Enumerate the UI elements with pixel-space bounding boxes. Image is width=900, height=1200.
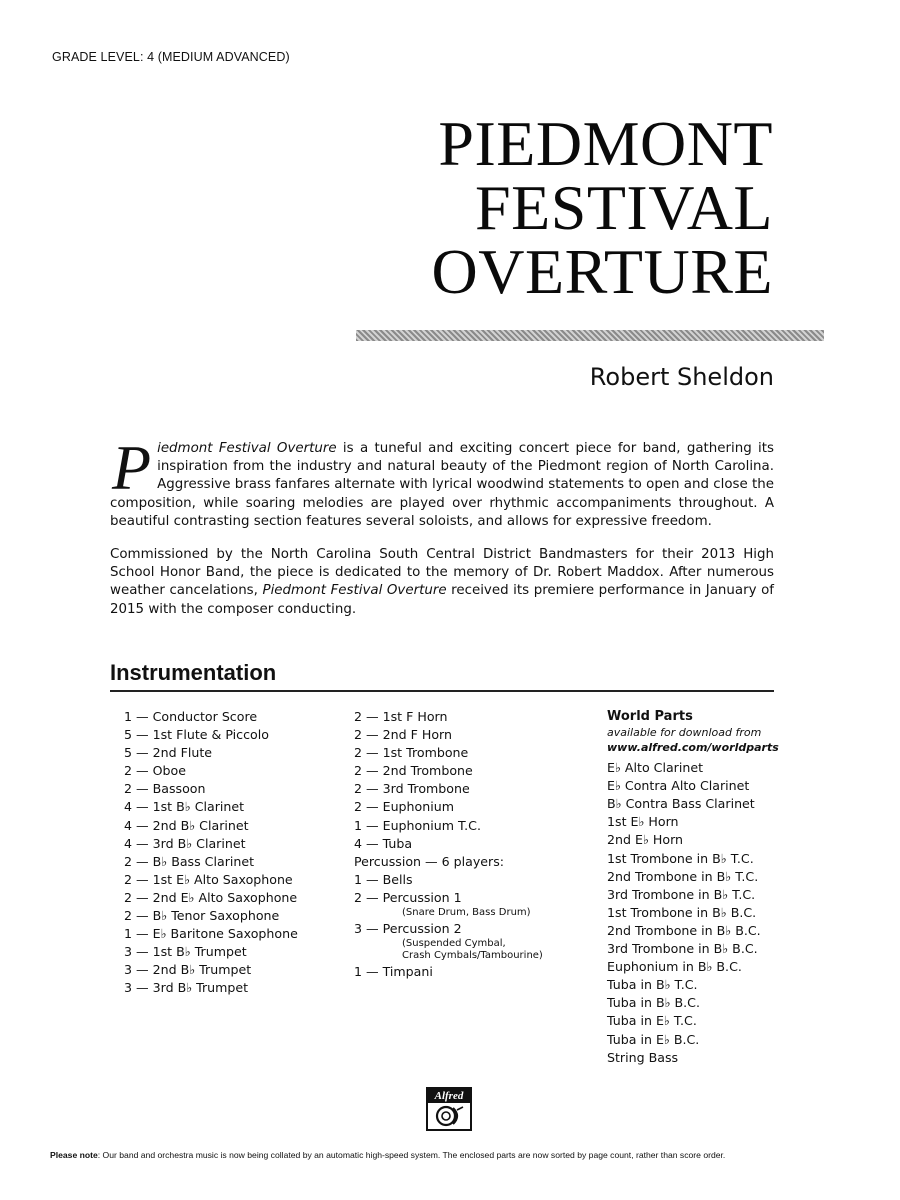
world-part-item: 2nd Trombone in B♭ B.C. xyxy=(607,922,761,938)
world-parts-column xyxy=(607,708,779,1067)
instrument-item: 2 — B♭ Tenor Saxophone xyxy=(124,908,280,924)
instrument-item: 4 — 2nd B♭ Clarinet xyxy=(124,817,249,833)
instrument-item: 2 — B♭ Bass Clarinet xyxy=(124,853,255,869)
intro-text-2a: Commissioned by the North Carolina South Central District Bandmasters for their 2013 High School Honor Band, the piece is dedicated to the memory of Dr. Robert Maddox. After numerous weather cancelations, xyxy=(110,547,774,599)
world-part-item: Tuba in E♭ T.C. xyxy=(607,1013,697,1029)
instrument-item: 2 — 1st Trombone xyxy=(354,745,469,761)
footer-note-label: Please note xyxy=(50,1150,98,1160)
grade-level: GRADE LEVEL: 4 (MEDIUM ADVANCED) xyxy=(52,50,290,64)
percussion-2-detail-2: Crash Cymbals/Tambourine) xyxy=(402,950,543,962)
instrument-item: 1 — Timpani xyxy=(354,963,433,979)
intro-paragraph-1 xyxy=(110,432,775,531)
world-part-item: B♭ Contra Bass Clarinet xyxy=(607,796,755,812)
world-parts-url: www.alfred.com/worldparts xyxy=(607,741,779,755)
world-part-item: 3rd Trombone in B♭ T.C. xyxy=(607,886,756,902)
world-part-item: Tuba in B♭ T.C. xyxy=(607,977,698,993)
instrument-item: 3 — Percussion 2 xyxy=(354,920,462,936)
footer-note xyxy=(50,1150,870,1160)
instrument-item: 2 — Percussion 1 xyxy=(354,889,462,905)
world-part-item: 2nd E♭ Horn xyxy=(607,832,684,848)
instrument-item: 2 — Bassoon xyxy=(124,781,206,797)
instrument-item: 1 — E♭ Baritone Saxophone xyxy=(124,926,298,942)
drop-cap: P xyxy=(112,432,152,503)
percussion-2-detail-1: (Suspended Cymbal, xyxy=(402,937,506,949)
instrument-item: 5 — 1st Flute & Piccolo xyxy=(124,727,269,743)
composer-name: Robert Sheldon xyxy=(589,363,774,391)
world-part-item: 3rd Trombone in B♭ B.C. xyxy=(607,941,758,957)
instrument-item: 1 — Bells xyxy=(354,871,413,887)
world-part-item: Euphonium in B♭ B.C. xyxy=(607,959,742,975)
instrumentation-heading: Instrumentation xyxy=(110,660,277,685)
world-part-item: 1st Trombone in B♭ B.C. xyxy=(607,904,757,920)
instrument-item: 2 — 2nd Trombone xyxy=(354,763,473,779)
piece-title xyxy=(330,108,773,307)
alfred-logo-icon xyxy=(433,1104,465,1128)
instrument-item: 1 — Conductor Score xyxy=(124,709,258,724)
world-parts-availability: available for download from xyxy=(607,726,762,740)
instrument-item: 3 — 1st B♭ Trumpet xyxy=(124,944,247,960)
instrument-item: 4 — 3rd B♭ Clarinet xyxy=(124,835,246,851)
instrument-item: 2 — 2nd E♭ Alto Saxophone xyxy=(124,889,298,905)
instrument-item: 2 — Euphonium xyxy=(354,799,454,815)
instrument-list-column-2 xyxy=(354,708,543,981)
alfred-logo-text: Alfred xyxy=(428,1089,470,1103)
world-part-item: String Bass xyxy=(607,1049,679,1065)
title-line-2: FESTIVAL xyxy=(475,172,773,243)
world-part-item: Tuba in B♭ B.C. xyxy=(607,995,700,1011)
instrument-item: 1 — Euphonium T.C. xyxy=(354,817,481,833)
intro-title-italic: iedmont Festival Overture xyxy=(157,441,337,456)
percussion-1-detail: (Snare Drum, Bass Drum) xyxy=(402,907,531,919)
instrument-item: 3 — 3rd B♭ Trumpet xyxy=(124,980,249,996)
intro-text-2b: received its premiere performance in January of 2015 with the composer conducting. xyxy=(110,583,775,617)
world-part-item: 1st Trombone in B♭ T.C. xyxy=(607,850,754,866)
intro-text-1: is a tuneful and exciting concert piece for band, gathering its inspiration from the industry and natural beauty of the Piedmont region of North Carolina. Aggressive brass fanfares alternate with lyrical woodwind statements to open and close the composition, while soaring melodies are played over rhythmic accompaniments throughout. A beautiful contrasting section features several soloists, and allows for expressive freedom. xyxy=(110,441,775,529)
instrument-item: 2 — 1st F Horn xyxy=(354,709,448,724)
instrument-item: 2 — 3rd Trombone xyxy=(354,781,470,797)
instrument-item: 5 — 2nd Flute xyxy=(124,745,213,761)
instrument-item: 2 — 2nd F Horn xyxy=(354,727,452,743)
intro-title-italic-2: Piedmont Festival Overture xyxy=(262,583,447,599)
intro-paragraph-2 xyxy=(110,546,774,619)
instrumentation-divider xyxy=(110,690,774,692)
instrument-item: 4 — Tuba xyxy=(354,835,413,851)
title-line-3: OVERTURE xyxy=(431,236,773,307)
footer-note-text: : Our band and orchestra music is now being collated by an automatic high-speed system. The enclosed parts are now sorted by page count, rather than score order. xyxy=(97,1150,726,1160)
title-line-1: PIEDMONT xyxy=(438,108,773,179)
world-part-item: Tuba in E♭ B.C. xyxy=(607,1031,700,1047)
world-part-item: 1st E♭ Horn xyxy=(607,814,679,830)
title-divider xyxy=(356,330,824,341)
program-notes xyxy=(110,432,775,634)
percussion-heading: Percussion — 6 players: xyxy=(354,853,505,869)
instrument-item: 2 — Oboe xyxy=(124,763,186,779)
instrument-item: 2 — 1st E♭ Alto Saxophone xyxy=(124,871,293,887)
alfred-logo xyxy=(426,1087,472,1131)
world-part-item: E♭ Contra Alto Clarinet xyxy=(607,778,750,794)
world-part-item: E♭ Alto Clarinet xyxy=(607,760,704,776)
instrument-list-column-1 xyxy=(124,708,298,998)
instrument-item: 4 — 1st B♭ Clarinet xyxy=(124,799,245,815)
instrument-item: 3 — 2nd B♭ Trumpet xyxy=(124,962,252,978)
world-part-item: 2nd Trombone in B♭ T.C. xyxy=(607,868,759,884)
world-parts-title: World Parts xyxy=(607,709,693,724)
